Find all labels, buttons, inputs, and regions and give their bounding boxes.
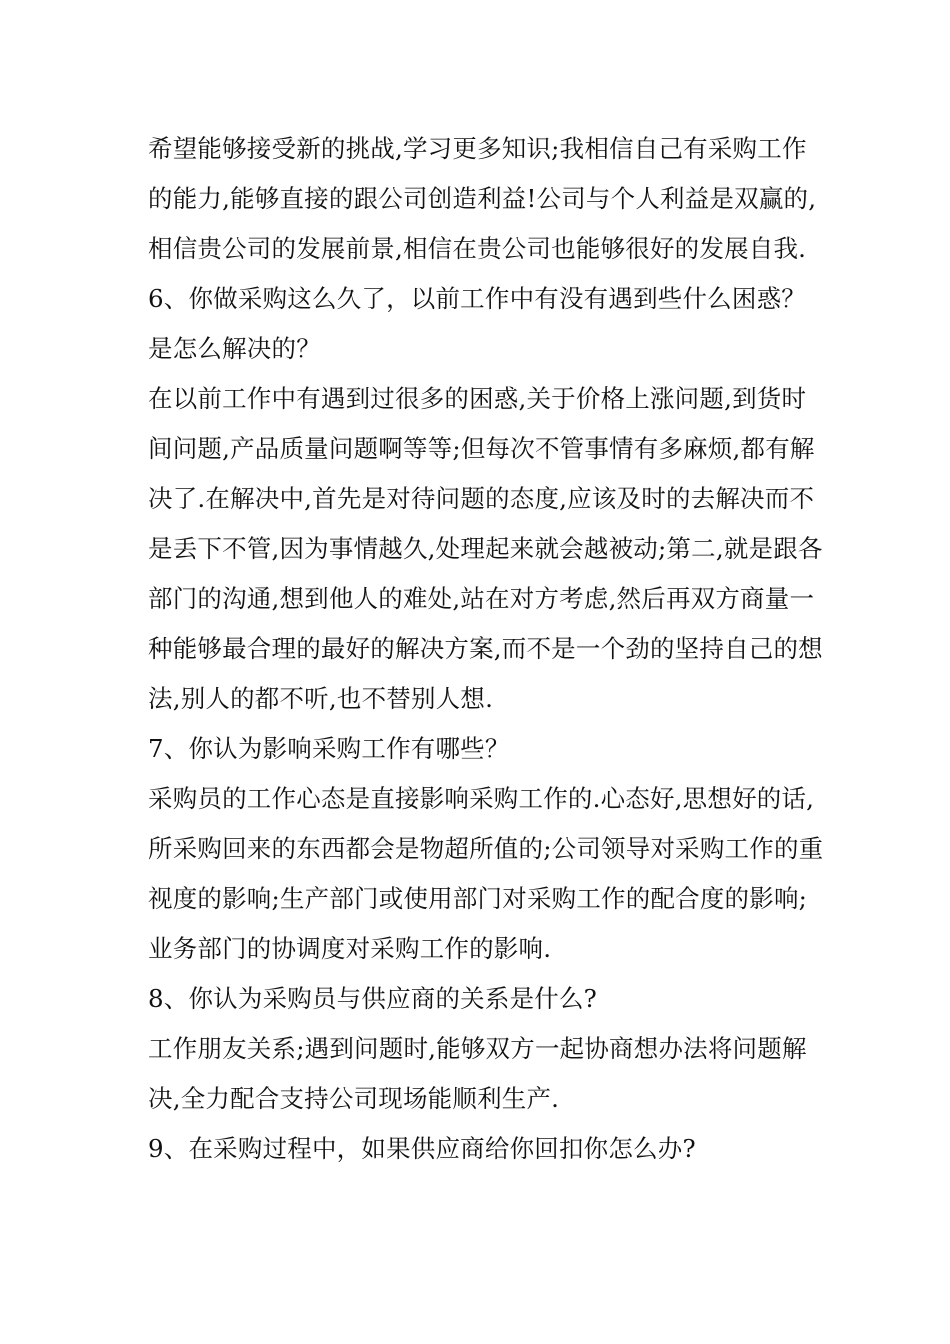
answer-7-line: 业务部门的协调度对采购工作的影响. <box>148 934 552 963</box>
question-6: 6、你做采购这么久了，以前工作中有没有遇到些什么困惑？ <box>148 284 806 313</box>
question-6-continued: 是怎么解决的？ <box>148 334 321 363</box>
answer-7-line: 采购员的工作心态是直接影响采购工作的.心态好,思想好的话, <box>148 784 815 813</box>
document-body <box>148 124 824 1174</box>
answer-6-line: 法,别人的都不听,也不替别人想. <box>148 684 494 713</box>
answer-8-line: 工作朋友关系;遇到问题时,能够双方一起协商想办法将问题解 <box>148 1034 807 1063</box>
answer-6-line: 种能够最合理的最好的解决方案,而不是一个劲的坚持自己的想 <box>148 634 823 663</box>
answer-6-line: 是丢下不管,因为事情越久,处理起来就会越被动;第二,就是跟各 <box>148 534 823 563</box>
answer-7-line: 视度的影响;生产部门或使用部门对采购工作的配合度的影响; <box>148 884 808 913</box>
answer-8-line: 决,全力配合支持公司现场能顺利生产. <box>148 1084 560 1113</box>
answer-6-line: 决了.在解决中,首先是对待问题的态度,应该及时的去解决而不 <box>148 484 815 513</box>
text-line: 的能力,能够直接的跟公司创造利益!公司与个人利益是双赢的, <box>148 184 817 213</box>
question-7: 7、你认为影响采购工作有哪些？ <box>148 734 510 763</box>
answer-6-line: 在以前工作中有遇到过很多的困惑,关于价格上涨问题,到货时 <box>148 384 807 413</box>
question-8: 8、你认为采购员与供应商的关系是什么? <box>148 984 598 1013</box>
answer-6-line: 部门的沟通,想到他人的难处,站在对方考虑,然后再双方商量一 <box>148 584 815 613</box>
text-line: 相信贵公司的发展前景,相信在贵公司也能够很好的发展自我. <box>148 234 807 263</box>
question-9: 9、在采购过程中，如果供应商给你回扣你怎么办? <box>148 1134 696 1163</box>
text-line: 希望能够接受新的挑战,学习更多知识;我相信自己有采购工作 <box>148 134 807 163</box>
answer-7-line: 所采购回来的东西都会是物超所值的;公司领导对采购工作的重 <box>148 834 824 863</box>
answer-6-line: 间问题,产品质量问题啊等等;但每次不管事情有多麻烦,都有解 <box>148 434 815 463</box>
